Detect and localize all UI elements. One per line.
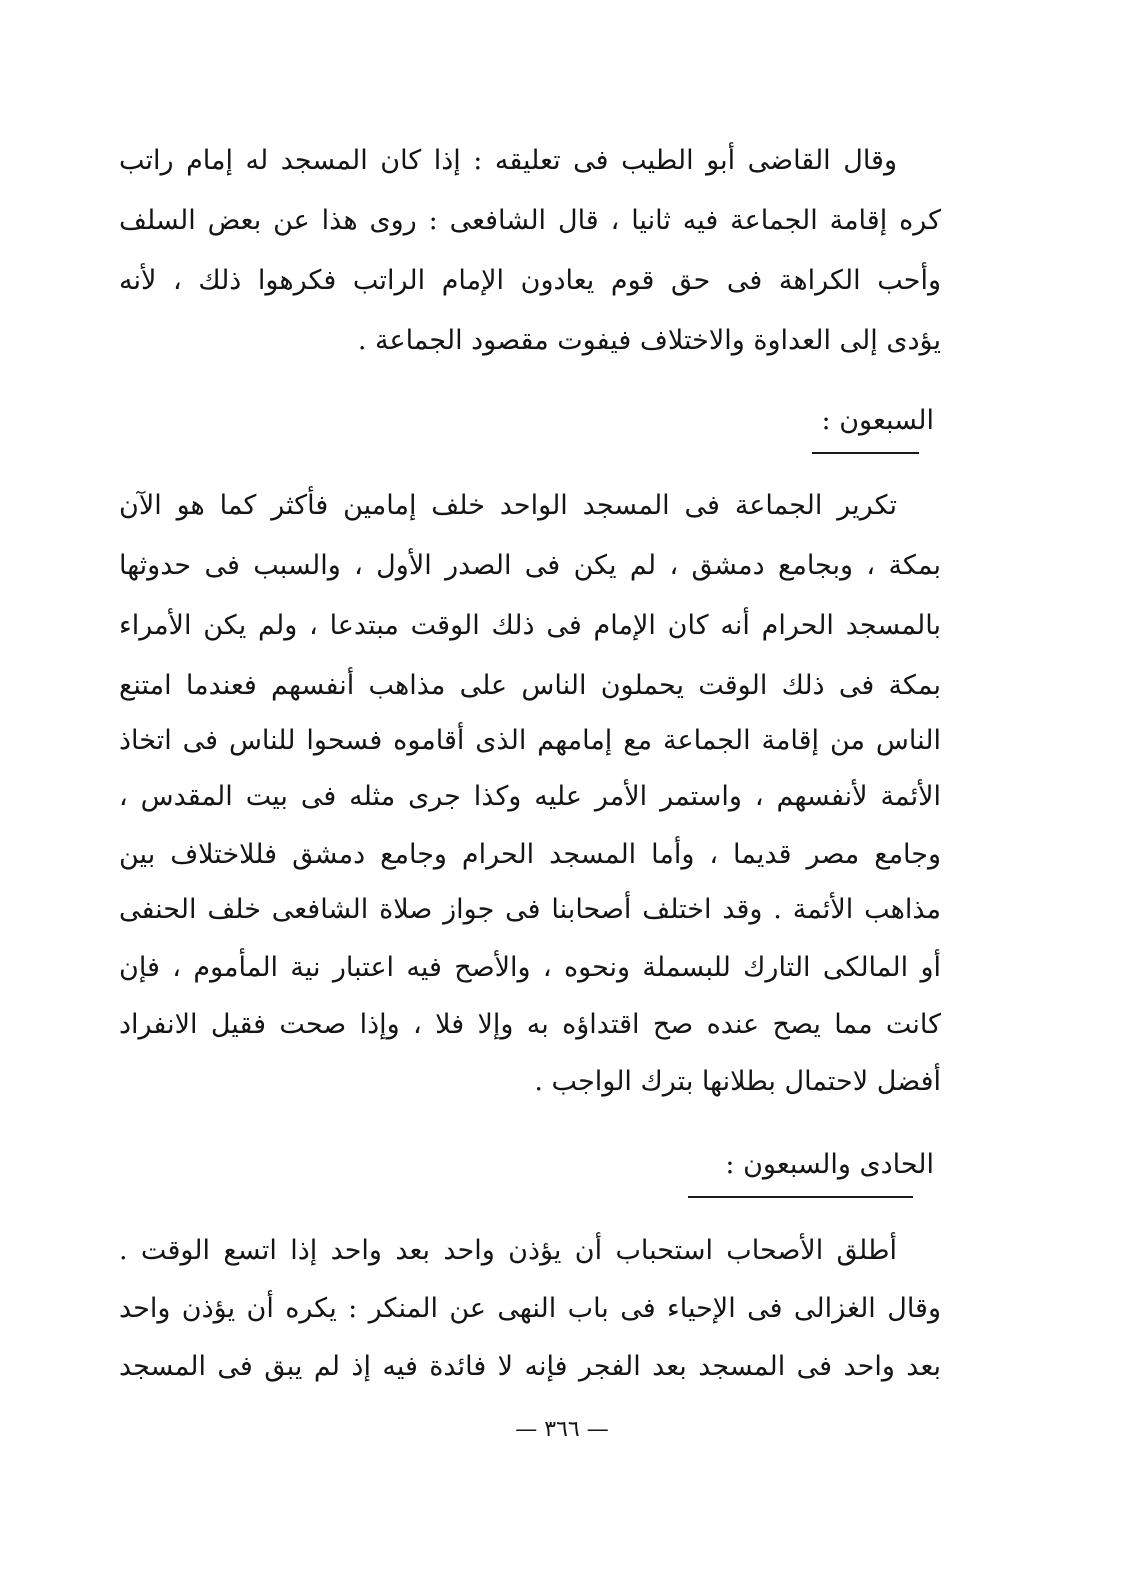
section-heading-seventy: السبعون : xyxy=(821,405,934,436)
paragraph-3-line-3: بعد واحد فى المسجد بعد الفجر فإنه لا فائدة فيه إذ لم يبق فى المسجد xyxy=(119,1351,941,1382)
paragraph-2-line-4: بمكة فى ذلك الوقت يحملون الناس على مذاهب أنفسهم فعندما امتنع xyxy=(119,670,941,701)
paragraph-2-line-2: بمكة ، وبجامع دمشق ، لم يكن فى الصدر الأول ، والسبب فى حدوثها xyxy=(119,550,941,581)
paragraph-2-line-10: كانت مما يصح عنده صح اقتداؤه به وإلا فلا ، وإذا صحت فقيل الانفراد xyxy=(119,1009,941,1040)
paragraph-2-line-7: وجامع مصر قديما ، وأما المسجد الحرام وجامع دمشق فللاختلاف بين xyxy=(119,839,941,870)
paragraph-2-line-3: بالمسجد الحرام أنه كان الإمام فى ذلك الوقت مبتدعا ، ولم يكن الأمراء xyxy=(119,610,941,641)
paragraph-1-line-4: يؤدى إلى العداوة والاختلاف فيفوت مقصود الجماعة . xyxy=(357,325,941,356)
paragraph-2-line-8: مذاهب الأئمة . وقد اختلف أصحابنا فى جواز صلاة الشافعى خلف الحنفى xyxy=(119,894,941,925)
paragraph-1-line-2: كره إقامة الجماعة فيه ثانيا ، قال الشافعى : روى هذا عن بعض السلف xyxy=(119,205,941,236)
section-heading-seventy-first: الحادى والسبعون : xyxy=(725,1149,934,1180)
paragraph-1-line-3: وأحب الكراهة فى حق قوم يعادون الإمام الراتب فكرهوا ذلك ، لأنه xyxy=(119,265,941,296)
paragraph-2-line-6: الأئمة لأنفسهم ، واستمر الأمر عليه وكذا جرى مثله فى بيت المقدس ، xyxy=(119,781,941,812)
paragraph-2-line-11: أفضل لاحتمال بطلانها بترك الواجب . xyxy=(534,1066,941,1097)
heading-underline xyxy=(688,1196,913,1198)
paragraph-1-line-1: وقال القاضى أبو الطيب فى تعليقه : إذا كان المسجد له إمام راتب xyxy=(119,145,897,176)
paragraph-2-line-5: الناس من إقامة الجماعة مع إمامهم الذى أقاموه فسحوا للناس فى اتخاذ xyxy=(119,725,941,756)
page-number: — ٣٦٦ — xyxy=(515,1417,609,1442)
paragraph-3-line-2: وقال الغزالى فى الإحياء فى باب النهى عن المنكر : يكره أن يؤذن واحد xyxy=(119,1293,941,1324)
heading-underline xyxy=(812,452,919,454)
paragraph-2-line-1: تكرير الجماعة فى المسجد الواحد خلف إمامين فأكثر كما هو الآن xyxy=(119,490,897,521)
paragraph-2-line-9: أو المالكى التارك للبسملة ونحوه ، والأصح فيه اعتبار نية المأموم ، فإن xyxy=(119,952,941,983)
paragraph-3-line-1: أطلق الأصحاب استحباب أن يؤذن واحد بعد واحد إذا اتسع الوقت . xyxy=(119,1235,897,1266)
